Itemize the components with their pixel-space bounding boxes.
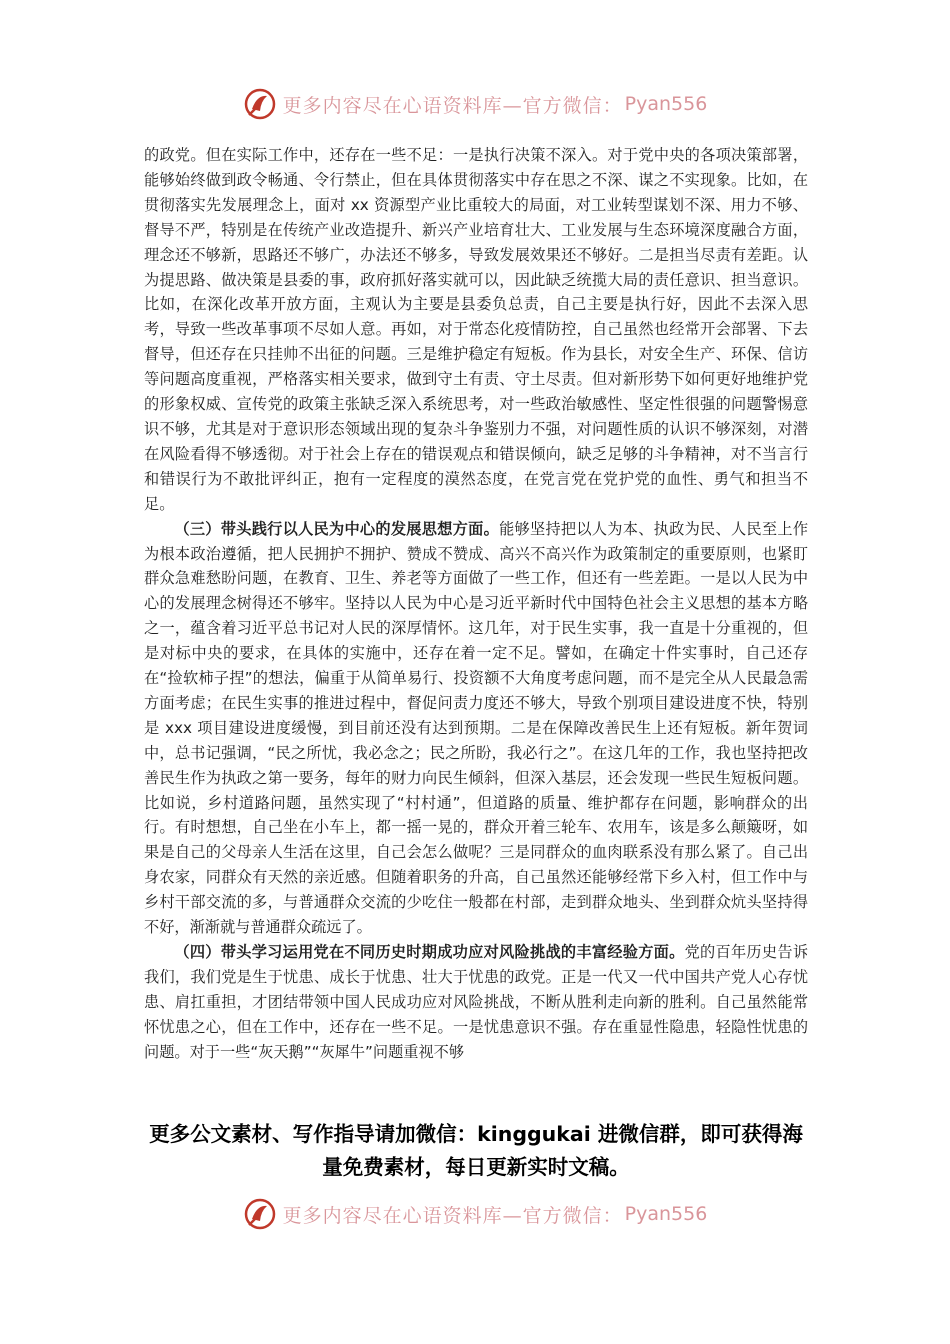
watermark-header [0,84,950,124]
logo-icon [243,87,277,121]
watermark-id: Pyan556 [624,93,708,115]
paragraph-text: 党的百年历史告诉我们，我们党是生于忧患、成长于忧患、壮大于忧患的政党。正是一代又一代中国共产党人心存忧患、肩扛重担，才团结带领中国人民成功应对风险挑战，不断从胜利走向新的胜利。自己虽然能常怀忧患之心，但在工作中，还存在一些不足。一是忧患意识不强。存在重显性隐患，轻隐性忧患的问题。对于一些“灰天鹅”“灰犀牛”问题重视不够 [144,943,809,1061]
paragraph-text: 能够坚持把以人为本、执政为民、人民至上作为根本政治遵循，把人民拥护不拥护、赞成不赞成、高兴不高兴作为政策制定的重要原则，也紧盯群众急难愁盼问题，在教育、卫生、养老等方面做了一些工作，但还有一些差距。一是以人民为中心的发展理念树得还不够牢。坚持以人民为中心是习近平新时代中国特色社会主义思想的基本方略之一，蕴含着习近平总书记对人民的深厚情怀。这几年，对于民生实事，我一直是十分重视的，但是对标中央的要求，在具体的实施中，还存在着一定不足。譬如，在确定十件实事时，自己还存在“捡软柿子捏”的想法，偏重于从简单易行、投资额不大角度考虑问题，而不是完全从人民最急需方面考虑；在民生实事的推进过程中，督促问责力度还不够大，导致个别项目建设进度不快，特别是 xxx 项目建设进度缓慢，到目前还没有达到预期。二是在保障改善民生上还有短板。新年贺词中，总书记强调，“民之所忧，我必念之；民之所盼，我必行之”。在这几年的工作，我也坚持把改善民生作为执政之第一要务，每年的财力向民生倾斜，但深入基层，还会发现一些民生短板问题。比如说，乡村道路问题，虽然实现了“村村通”，但道路的质量、维护都存在问题，影响群众的出行。有时想想，自己坐在小车上，都一摇一晃的，群众开着三轮车、农用车，该是多么颠簸呀，如果是自己的父母亲人生活在这里，自己会怎么做呢？三是同群众的血肉联系没有那么紧了。自己出身农家，同群众有天然的亲近感。但随着职务的升高，自己虽然还能够经常下乡入村，但工作中与乡村干部交流的多，与普通群众交流的少吃住一般都在村部，走到群众地头、坐到群众炕头坚持得不好，渐渐就与普通群众疏远了。 [144,519,809,937]
promo-banner: 更多公文素材、写作指导请加微信：kinggukai 进微信群，即可获得海量免费素材，每日更新实时文稿。 [149,1122,803,1179]
paragraph-heading: （四）带头学习运用党在不同历史时期成功应对风险挑战的丰富经验方面。 [174,943,685,961]
paragraph-3 [144,940,808,1065]
watermark-id: Pyan556 [624,1203,708,1225]
paragraph-heading: （三）带头践行以人民为中心的发展思想方面。 [174,519,500,538]
paragraph-1 [144,143,808,517]
paragraph-2 [144,517,808,940]
watermark-text: 更多内容尽在心语资料库—官方微信： [282,1204,623,1227]
watermark-text: 更多内容尽在心语资料库—官方微信： [282,94,623,117]
paragraph-text: 的政党。但在实际工作中，还存在一些不足：一是执行决策不深入。对于党中央的各项决策部署，能够始终做到政令畅通、令行禁止，但在具体贯彻落实中存在思之不深、谋之不实现象。比如，在贯彻落实先发展理念上，面对 xx 资源型产业比重较大的局面，对工业转型谋划不深、用力不够、督导不严，特别是在传统产业改造提升、新兴产业培育壮大、工业发展与生态环境深度融合方面，理念还不够新，思路还不够广，办法还不够多，导致发展效果还不够好。二是担当尽责有差距。认为提思路、做决策是县委的事，政府抓好落实就可以，因此缺乏统揽大局的责任意识、担当意识。比如，在深化改革开放方面，主观认为主要是县委负总责，自己主要是执行好，因此不去深入思考，导致一些改革事项不尽如人意。再如，对于常态化疫情防控，自己虽然也经常开会部署、下去督导，但还存在只挂帅不出征的问题。三是维护稳定有短板。作为县长，对安全生产、环保、信访等问题高度重视，严格落实相关要求，做到守土有责、守土尽责。但对新形势下如何更好地维护党的形象权威、宣传党的政策主张缺乏深入系统思考，对一些政治敏感性、坚定性很强的问题警惕意识不够，尤其是对于意识形态领域出现的复杂斗争鉴别力不强，对问题性质的认识不够深刻，对潜在风险看得不够透彻。对于社会上存在的错误观点和错误倾向，缺乏足够的斗争精神，对不当言行和错误行为不敢批评纠正，抱有一定程度的漠然态度，在党言党在党护党的血性、勇气和担当不足。 [144,146,808,513]
document-body [144,143,808,1065]
logo-icon [243,1197,277,1231]
watermark-footer [0,1194,950,1234]
